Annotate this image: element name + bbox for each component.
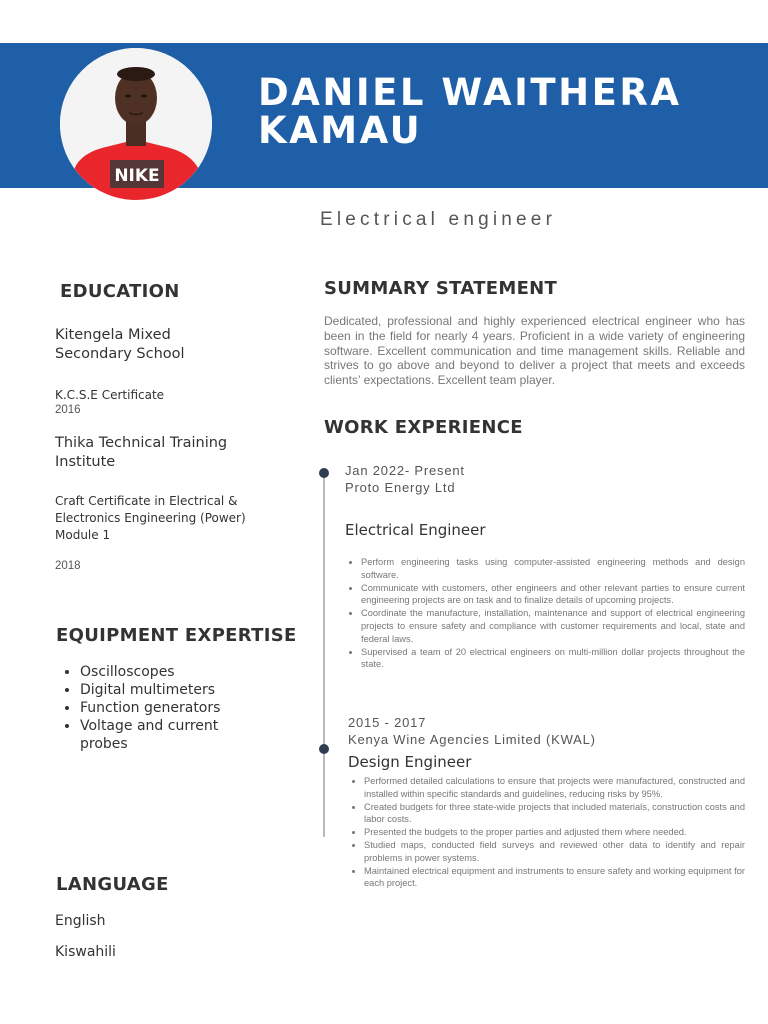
person-name: [258, 71, 748, 152]
equipment-item: • Function generators: [80, 699, 230, 717]
education-year-2: 2018: [55, 560, 81, 572]
work-heading: WORK EXPERIENCE: [324, 417, 523, 438]
job-1-duty: • Supervised a team of 20 electrical engineers on multi-million dollar projects throughout the state.: [361, 646, 745, 672]
equipment-item: • Digital multimeters: [80, 681, 230, 699]
job-2-duty: • Maintained electrical equipment and instruments to ensure safety and working equipment for each project.: [364, 865, 745, 891]
job-1-dates: Jan 2022- Present: [345, 463, 465, 478]
job-1-duty: • Coordinate the manufacture, installation, maintenance and support of electrical engineering projects to ensure safety and compliance with customer requirements and local, state and federal laws.: [361, 607, 745, 645]
job-1-duties: [346, 556, 745, 671]
name-line-1: DANIEL WAITHERA: [258, 71, 682, 114]
education-school-2: Thika Technical Training Institute: [55, 435, 228, 470]
job-1-company: Proto Energy Ltd: [345, 480, 456, 495]
equipment-item: • Voltage and current probes: [80, 717, 230, 753]
timeline-dot: [319, 468, 329, 478]
education-certificate-2: Craft Certificate in Electrical & Electronics Engineering (Power) Module 1: [55, 494, 246, 542]
education-certificate-1: K.C.S.E Certificate: [55, 388, 165, 402]
equipment-list: [56, 663, 230, 753]
name-line-2: KAMAU: [258, 109, 423, 152]
language-item-english: English: [55, 913, 106, 929]
equipment-item: • Oscilloscopes: [80, 663, 230, 681]
job-2-dates: 2015 - 2017: [348, 715, 427, 730]
language-item-kiswahili: Kiswahili: [55, 944, 116, 960]
job-2-duty: • Created budgets for three state-wide projects that included materials, construction costs and labor costs.: [364, 801, 745, 827]
job-2-duty: • Studied maps, conducted field surveys and reviewed other data to identify and repair problems in power systems.: [364, 839, 745, 865]
summary-heading: SUMMARY STATEMENT: [324, 278, 558, 299]
education-school-1: Kitengela Mixed Secondary School: [55, 327, 185, 362]
job-2-company: Kenya Wine Agencies Limited (KWAL): [348, 732, 596, 747]
job-1-duty: • Communicate with customers, other engineers and other relevant parties to ensure current engineering projects are on task and to finalize details of upcoming projects.: [361, 582, 745, 608]
job-1-title: Electrical Engineer: [345, 521, 486, 539]
job-2-duty: • Performed detailed calculations to ensure that projects were manufactured, constructed and installed within specific standards and guidelines, reducing risks by 95%.: [364, 775, 745, 801]
svg-text:NIKE: NIKE: [114, 166, 160, 186]
profile-photo: [60, 48, 212, 200]
language-heading: LANGUAGE: [56, 874, 169, 895]
portrait-image: [60, 48, 212, 200]
education-year-1: 2016: [55, 404, 81, 416]
job-2-duty: • Presented the budgets to the proper parties and adjusted them where needed.: [364, 826, 745, 839]
job-2-duties: [349, 775, 745, 890]
timeline-dot: [319, 744, 329, 754]
equipment-heading: EQUIPMENT EXPERTISE: [56, 625, 297, 646]
job-1-duty: • Perform engineering tasks using computer-assisted engineering methods and design software.: [361, 556, 745, 582]
timeline-line: [323, 472, 325, 837]
summary-text: Dedicated, professional and highly experienced electrical engineer who has been in the field for nearly 4 years. Proficient in a wide variety of engineering software. Excellent communication and time management skills. Reliable and strives to go above and beyond to deliver a project that meets and exceeds clients’ expectations. Excellent team player.: [324, 314, 745, 388]
job-role: Electrical engineer: [320, 209, 557, 230]
education-heading: EDUCATION: [60, 281, 180, 302]
job-2-title: Design Engineer: [348, 753, 472, 771]
